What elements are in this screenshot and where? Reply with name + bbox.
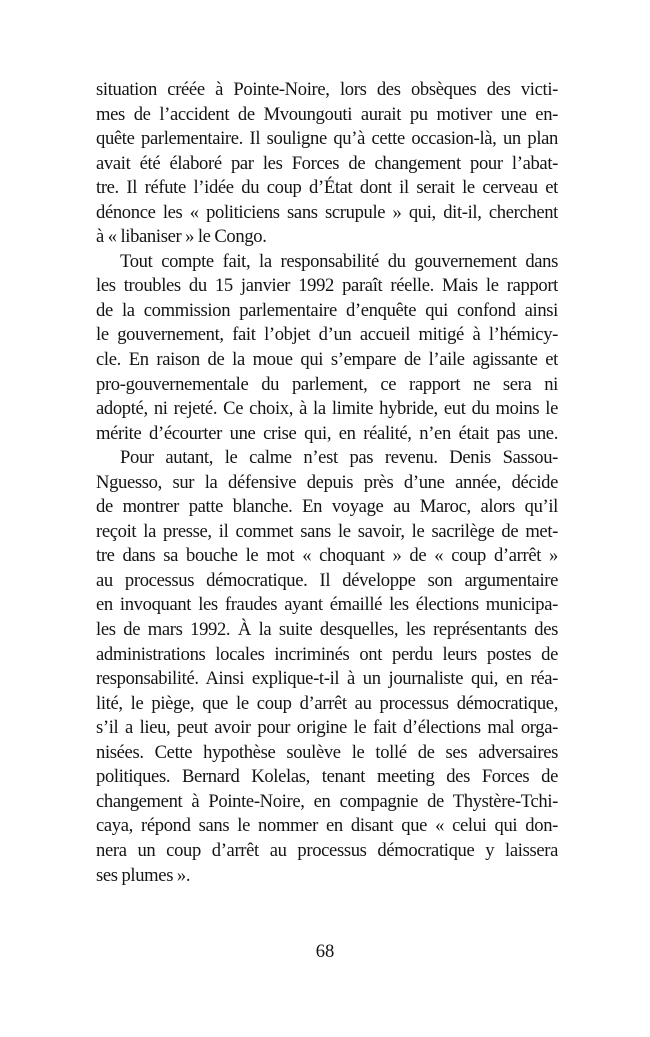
text-line: responsabilité. Ainsi explique-t-il à un journaliste qui, en réa- <box>96 668 558 690</box>
text-line: cle. En raison de la moue qui s’empare de l’aile agissante et <box>96 349 558 371</box>
text-line: mérite d’écourter une crise qui, en réalité, n’en était pas une. <box>96 422 558 444</box>
text-line: politiques. Bernard Kolelas, tenant meeting des Forces de <box>96 766 558 788</box>
text-line: tre. Il réfute l’idée du coup d’État dont il serait le cerveau et <box>96 177 558 199</box>
text-line: administrations locales incriminés ont perdu leurs postes de <box>96 643 558 665</box>
text-line: s’il a lieu, peut avoir pour origine le fait d’élections mal orga- <box>96 717 558 739</box>
text-line: changement à Pointe-Noire, en compagnie de Thystère-Tchi- <box>96 790 558 812</box>
text-line: le gouvernement, fait l’objet d’un accueil mitigé à l’hémicy- <box>96 324 558 346</box>
text-line: à « libaniser » le Congo. <box>96 226 267 248</box>
text-line: ses plumes ». <box>96 864 191 886</box>
text-line: au processus démocratique. Il développe son argumentaire <box>96 569 558 591</box>
text-line: Nguesso, sur la défensive depuis près d’une année, décide <box>96 471 558 493</box>
text-line: tre dans sa bouche le mot « choquant » de « coup d’arrêt » <box>96 545 558 567</box>
text-line: nisées. Cette hypothèse soulève le tollé de ses adversaires <box>96 741 558 763</box>
text-line: Pour autant, le calme n’est pas revenu. Denis Sassou- <box>120 447 558 469</box>
text-line: avait été élaboré par les Forces de changement pour l’abat- <box>96 152 558 174</box>
text-line: reçoit la presse, il commet sans le savoir, le sacrilège de met- <box>96 520 558 542</box>
text-line: caya, répond sans le nommer en disant que « celui qui don- <box>96 815 558 837</box>
text-line: les de mars 1992. À la suite desquelles, les représentants des <box>96 619 558 641</box>
body-text <box>96 78 558 888</box>
text-line: mes de l’accident de Mvoungouti aurait pu motiver une en- <box>96 103 558 125</box>
text-line: de montrer patte blanche. En voyage au Maroc, alors qu’il <box>96 496 558 518</box>
page-number: 68 <box>315 941 335 962</box>
text-line: en invoquant les fraudes ayant émaillé les élections municipa- <box>96 594 558 616</box>
text-line: quête parlementaire. Il souligne qu’à cette occasion-là, un plan <box>96 128 558 150</box>
text-line: de la commission parlementaire d’enquête qui confond ainsi <box>96 299 558 321</box>
text-line: adopté, ni rejeté. Ce choix, à la limite hybride, eut du moins le <box>96 398 558 420</box>
text-line: les troubles du 15 janvier 1992 paraît réelle. Mais le rapport <box>96 275 558 297</box>
text-line: pro-gouvernementale du parlement, ce rapport ne sera ni <box>96 373 558 395</box>
text-line: situation créée à Pointe-Noire, lors des obsèques des victi- <box>96 79 558 100</box>
text-line: dénonce les « politiciens sans scrupule » qui, dit-il, cherchent <box>96 201 558 223</box>
text-line: Tout compte fait, la responsabilité du gouvernement dans <box>120 250 558 272</box>
text-line: nera un coup d’arrêt au processus démocratique y laissera <box>96 839 558 861</box>
text-line: lité, le piège, que le coup d’arrêt au processus démocratique, <box>96 692 558 714</box>
